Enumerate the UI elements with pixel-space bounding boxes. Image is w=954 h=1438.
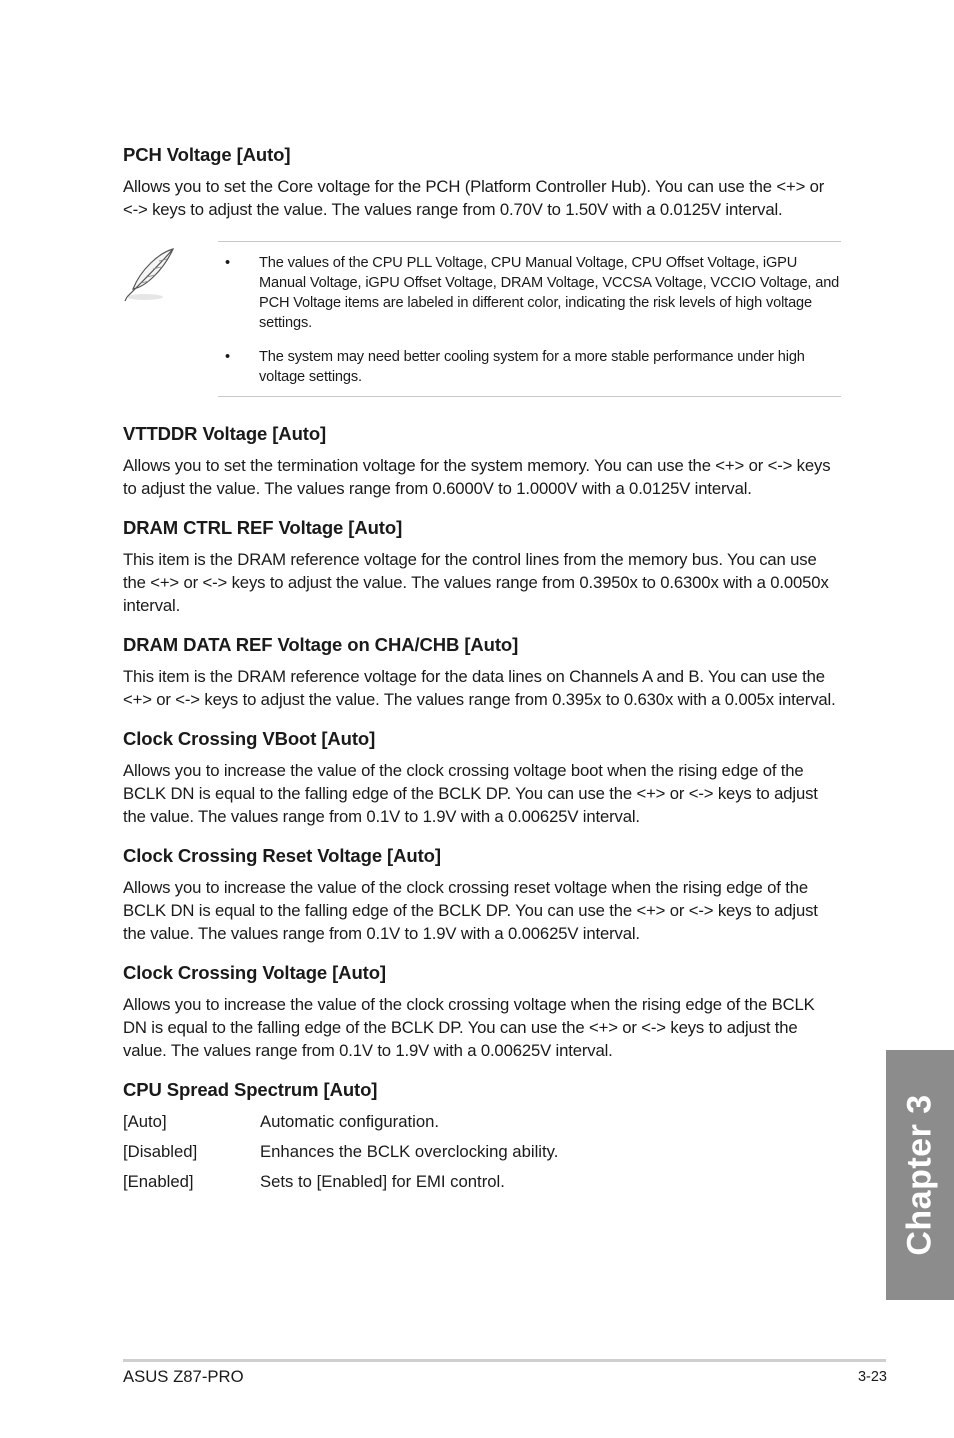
option-row [123,1110,839,1133]
section-title: Clock Crossing Reset Voltage [Auto] [123,845,441,866]
option-desc: Sets to [Enabled] for EMI control. [260,1172,505,1191]
note-item [218,347,841,387]
note-text: The system may need better cooling system for a more stable performance under high voltage settings. [259,349,805,385]
chapter-label: Chapter 3 [900,1094,939,1256]
section-body: Allows you to set the termination voltage for the system memory. You can use the <+> or <-> keys to adjust the value. The values range from 0.6000V to 1.0000V with a 0.0125V interval. [123,456,831,498]
section-dram-ctrl-ref [123,516,839,617]
note-content [218,241,841,397]
section-cpu-spread-spectrum [123,1078,839,1193]
bullet: • [225,349,230,365]
note-box [123,241,839,397]
section-clock-crossing-voltage [123,961,839,1062]
footer-divider [123,1359,886,1362]
section-title: DRAM CTRL REF Voltage [Auto] [123,517,403,538]
section-clock-crossing-reset [123,844,839,945]
option-row [123,1170,839,1193]
chapter-tab [886,1050,954,1300]
footer-product: ASUS Z87-PRO [123,1367,244,1386]
option-desc: Automatic configuration. [260,1112,440,1131]
section-vttddr-voltage [123,422,839,500]
section-title: Clock Crossing VBoot [Auto] [123,728,376,749]
option-desc: Enhances the BCLK overclocking ability. [260,1142,559,1161]
note-item [218,253,841,333]
section-title: Clock Crossing Voltage [Auto] [123,962,386,983]
footer-page-number: 3-23 [857,1369,887,1385]
feather-pen-icon [123,245,179,305]
bullet: • [225,255,230,271]
option-row [123,1140,839,1163]
option-key: [Enabled] [123,1172,194,1191]
section-title: CPU Spread Spectrum [Auto] [123,1079,378,1100]
section-body: This item is the DRAM reference voltage for the control lines from the memory bus. You can use the <+> or <-> keys to adjust the value. The values range from 0.3950x to 0.6300x with a 0.0050x interval. [123,550,829,615]
note-text: The values of the CPU PLL Voltage, CPU Manual Voltage, CPU Offset Voltage, iGPU Manual Voltage, iGPU Offset Voltage, DRAM Voltage, VCCSA Voltage, VCCIO Voltage, and PCH Voltage items are labeled in different color, indicating the risk levels of high voltage settings. [259,255,840,331]
section-pch-voltage [123,143,839,221]
options-table [123,1110,839,1193]
option-key: [Auto] [123,1112,167,1131]
option-key: [Disabled] [123,1142,198,1161]
main-content [123,143,839,1200]
section-title: DRAM DATA REF Voltage on CHA/CHB [Auto] [123,634,519,655]
section-body: Allows you to increase the value of the clock crossing voltage boot when the rising edge of the BCLK DN is equal to the falling edge of the BCLK DP. You can use the <+> or <-> keys to adjust the value. The values range from 0.1V to 1.9V with a 0.00625V interval. [123,761,818,826]
section-title: PCH Voltage [Auto] [123,144,291,165]
section-dram-data-ref [123,633,839,711]
section-body: Allows you to set the Core voltage for the PCH (Platform Controller Hub). You can use the <+> or <-> keys to adjust the value. The values range from 0.70V to 1.50V with a 0.0125V interval. [123,177,825,219]
section-clock-crossing-vboot [123,727,839,828]
section-title: VTTDDR Voltage [Auto] [123,423,327,444]
section-body: This item is the DRAM reference voltage for the data lines on Channels A and B. You can use the <+> or <-> keys to adjust the value. The values range from 0.395x to 0.630x with a 0.005x interval. [123,667,836,709]
section-body: Allows you to increase the value of the clock crossing voltage when the rising edge of the BCLK DN is equal to the falling edge of the BCLK DP. You can use the <+> or <-> keys to adjust the value. The values range from 0.1V to 1.9V with a 0.00625V interval. [123,995,815,1060]
section-body: Allows you to increase the value of the clock crossing reset voltage when the rising edge of the BCLK DN is equal to the falling edge of the BCLK DP. You can use the <+> or <-> keys to adjust the value. The values range from 0.1V to 1.9V with a 0.00625V interval. [123,878,818,943]
